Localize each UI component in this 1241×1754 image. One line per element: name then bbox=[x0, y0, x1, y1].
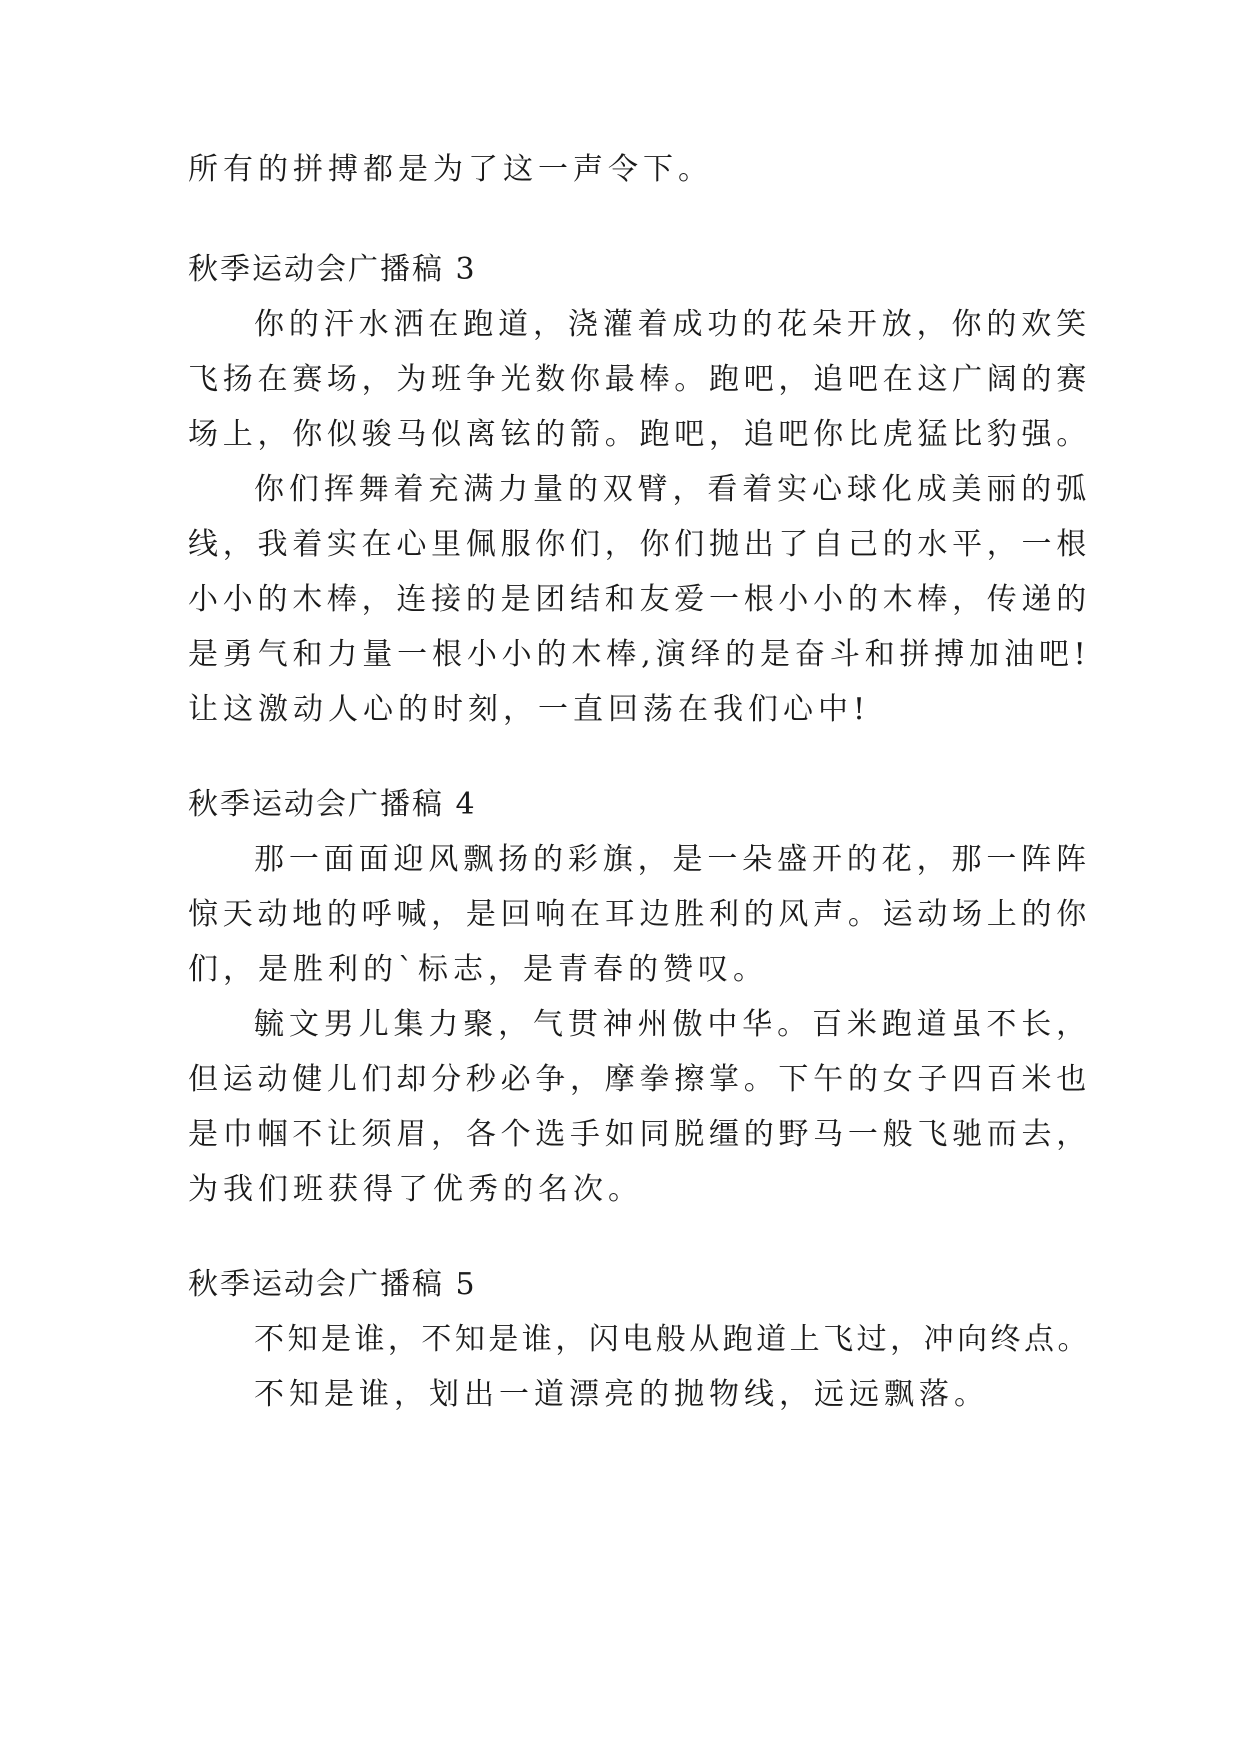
paragraph-line: 是巾帼不让须眉，各个选手如同脱缰的野马一般飞驰而去， bbox=[188, 1117, 1091, 1152]
paragraph-line: 毓文男儿集力聚，气贯神州傲中华。百米跑道虽不长， bbox=[254, 1007, 1091, 1042]
paragraph-line: 你们挥舞着充满力量的双臂，看着实心球化成美丽的弧 bbox=[254, 472, 1091, 507]
section-heading: 秋季运动会广播稿 3 bbox=[188, 252, 477, 287]
paragraph-line: 场上，你似骏马似离铉的箭。跑吧，追吧你比虎猛比豹强。 bbox=[188, 417, 1091, 452]
paragraph-line: 但运动健儿们却分秒必争，摩拳擦掌。下午的女子四百米也 bbox=[188, 1062, 1091, 1097]
paragraph-line: 飞扬在赛场，为班争光数你最棒。跑吧，追吧在这广阔的赛 bbox=[188, 362, 1091, 397]
paragraph-line: 那一面面迎风飘扬的彩旗，是一朵盛开的花，那一阵阵 bbox=[254, 842, 1091, 877]
paragraph-line: 是勇气和力量一根小小的木棒,演绎的是奋斗和拼搏加油吧! bbox=[188, 637, 1091, 672]
section-heading: 秋季运动会广播稿 5 bbox=[188, 1267, 477, 1302]
paragraph-line: 不知是谁，划出一道漂亮的抛物线，远远飘落。 bbox=[254, 1377, 989, 1412]
paragraph-line: 惊天动地的呼喊，是回响在耳边胜利的风声。运动场上的你 bbox=[188, 897, 1091, 932]
section-heading: 秋季运动会广播稿 4 bbox=[188, 787, 477, 822]
paragraph-line: 小小的木棒，连接的是团结和友爱一根小小的木棒，传递的 bbox=[188, 582, 1091, 617]
paragraph-line: 们，是胜利的`标志，是青春的赞叹。 bbox=[188, 952, 768, 987]
intro-line: 所有的拼搏都是为了这一声令下。 bbox=[188, 152, 713, 187]
paragraph-line: 为我们班获得了优秀的名次。 bbox=[188, 1172, 643, 1207]
paragraph-line: 不知是谁，不知是谁，闪电般从跑道上飞过，冲向终点。 bbox=[254, 1322, 1091, 1357]
paragraph-line: 你的汗水洒在跑道，浇灌着成功的花朵开放，你的欢笑 bbox=[254, 307, 1091, 342]
paragraph-line: 线，我着实在心里佩服你们，你们抛出了自己的水平，一根 bbox=[188, 527, 1091, 562]
paragraph-line: 让这激动人心的时刻，一直回荡在我们心中! bbox=[188, 692, 871, 727]
